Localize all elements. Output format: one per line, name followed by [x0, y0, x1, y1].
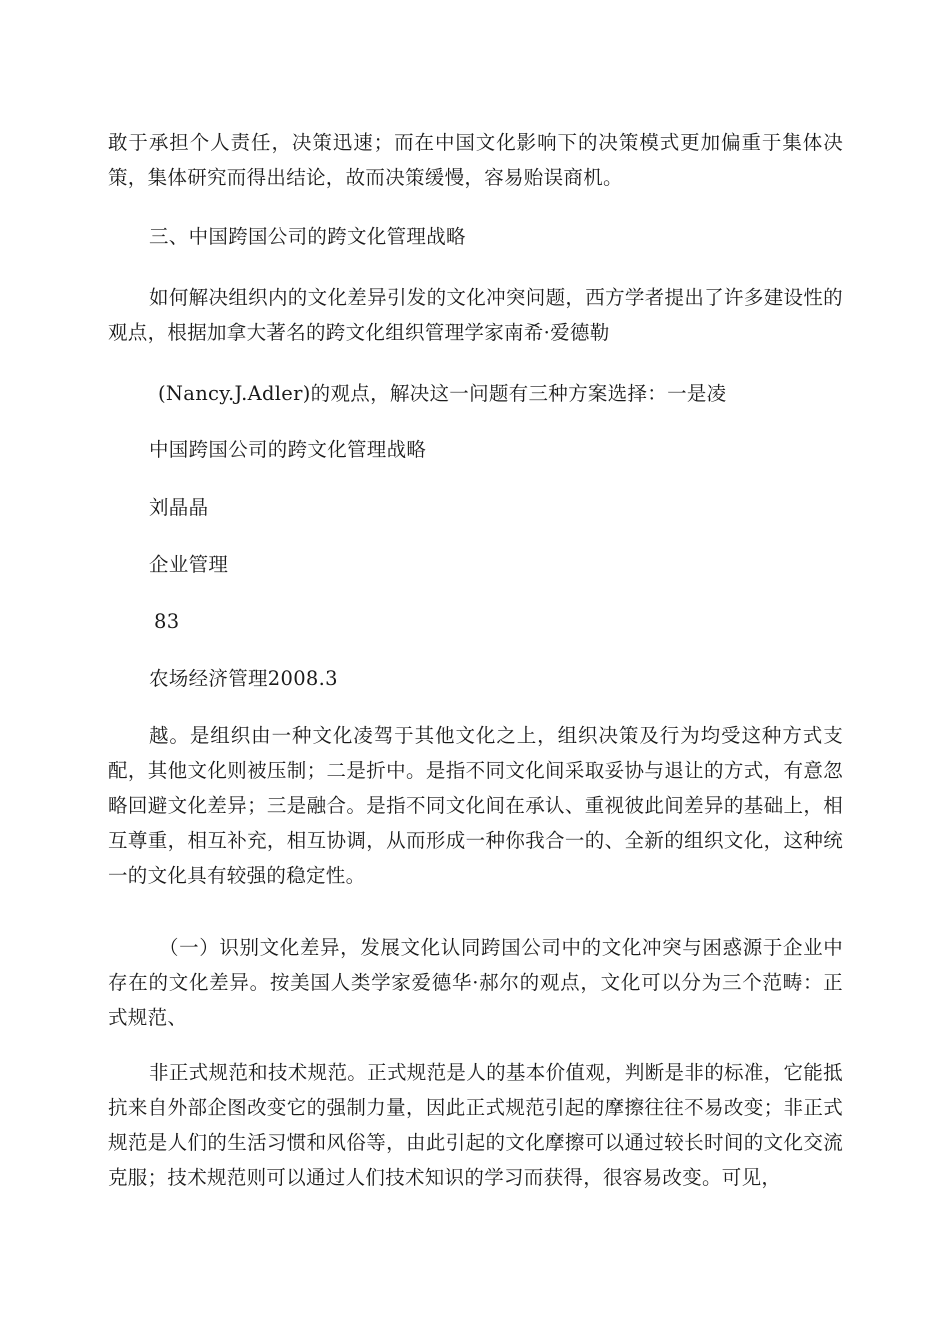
section-heading-strategy: 三、中国跨国公司的跨文化管理战略 [149, 225, 466, 248]
paragraph-adler-name: (Nancy.J.Adler)的观点，解决这一问题有三种方案选择：一是凌 [158, 382, 727, 405]
article-title: 中国跨国公司的跨文化管理战略 [149, 438, 427, 461]
paragraph-decision-models: 敢于承担个人责任，决策迅速；而在中国文化影响下的决策模式更加偏重于集体决策，集体研究而得出结论，故而决策缓慢，容易贻误商机。 [108, 131, 843, 189]
journal-info: 农场经济管理2008.3 [149, 667, 338, 690]
article-author: 刘晶晶 [149, 496, 209, 519]
paragraph-three-solutions: 越。是组织由一种文化凌驾于其他文化之上，组织决策及行为均受这种方式支配，其他文化则被压制；二是折中。是指不同文化间采取妥协与退让的方式，有意忽略回避文化差异；三是融合。是指不同文化间在承认、重视彼此间差异的基础上，相互尊重，相互补充，相互协调，从而形成一种你我合一的、全新的组织文化，这种统一的文化具有较强的稳定性。 [108, 724, 843, 887]
paragraph-identify-differences: （一）识别文化差异，发展文化认同跨国公司中的文化冲突与困惑源于企业中存在的文化差异。按美国人类学家爱德华·郝尔的观点，文化可以分为三个范畴：正式规范、 [108, 936, 843, 1029]
article-category: 企业管理 [149, 553, 229, 576]
paragraph-adler-intro: 如何解决组织内的文化差异引发的文化冲突问题，西方学者提出了许多建设性的观点，根据加拿大著名的跨文化组织管理学家南希·爱德勒 [108, 286, 843, 344]
page-number: 83 [154, 610, 180, 633]
paragraph-informal-norms: 非正式规范和技术规范。正式规范是人的基本价值观，判断是非的标准，它能抵抗来自外部企图改变它的强制力量，因此正式规范引起的摩擦往往不易改变；非正式规范是人们的生活习惯和风俗等，由此引起的文化摩擦可以通过较长时间的文化交流克服；技术规范则可以通过人们技术知识的学习而获得，很容易改变。可见， [108, 1061, 843, 1189]
